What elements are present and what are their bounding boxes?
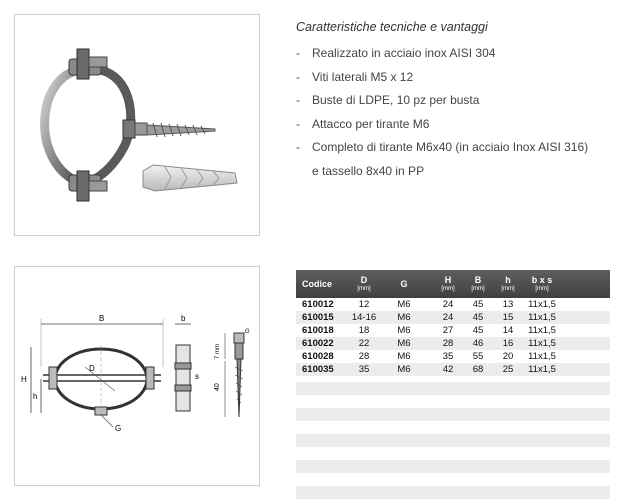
table-header bbox=[296, 270, 610, 298]
cell-b-upper: 45 bbox=[472, 325, 484, 336]
cell-h-lower: 20 bbox=[502, 351, 514, 362]
feature-item: - Completo di tirante M6x40 (in acciaio Inox AISI 316) e tassello 8x40 in PP bbox=[296, 136, 596, 183]
spec-table bbox=[296, 270, 610, 499]
dim-g-label: G bbox=[115, 424, 122, 433]
cell-b-upper: 46 bbox=[472, 338, 484, 349]
cell-g: M6 bbox=[397, 338, 411, 349]
empty-row bbox=[296, 486, 610, 499]
dim-7mm-label: 7 mm bbox=[215, 344, 221, 359]
cell-codice: 610015 bbox=[302, 312, 334, 323]
cell-h-upper: 42 bbox=[442, 364, 454, 375]
empty-row bbox=[296, 473, 610, 486]
cell-d: 22 bbox=[358, 338, 370, 349]
features-list bbox=[296, 42, 596, 183]
cell-b-upper: 45 bbox=[472, 299, 484, 310]
cell-codice: 610028 bbox=[302, 351, 334, 362]
cell-d: 14-16 bbox=[351, 312, 377, 323]
dim-b-label: B bbox=[99, 314, 105, 323]
feature-item: - Buste di LDPE, 10 pz per busta bbox=[296, 89, 596, 113]
cell-bxs: 11x1,5 bbox=[528, 325, 556, 336]
header-d: D [mm] bbox=[357, 275, 371, 292]
pipe-clamp-illustration bbox=[15, 15, 259, 235]
features-section bbox=[296, 20, 596, 183]
cell-bxs: 11x1,5 bbox=[528, 299, 556, 310]
table-row bbox=[296, 311, 610, 324]
cell-d: 28 bbox=[358, 351, 370, 362]
header-h-lower: h [mm] bbox=[501, 275, 515, 292]
cell-codice: 610022 bbox=[302, 338, 334, 349]
cell-d: 12 bbox=[358, 299, 370, 310]
feature-item: - Viti laterali M5 x 12 bbox=[296, 66, 596, 90]
feature-item: - Realizzato in acciaio inox AISI 304 bbox=[296, 42, 596, 66]
cell-codice: 610035 bbox=[302, 364, 334, 375]
cell-codice: 610012 bbox=[302, 299, 334, 310]
cell-h-lower: 13 bbox=[502, 299, 514, 310]
header-bxs: b x s [mm] bbox=[531, 275, 553, 292]
cell-g: M6 bbox=[397, 351, 411, 362]
cell-bxs: 11x1,5 bbox=[528, 351, 556, 362]
cell-b-upper: 45 bbox=[472, 312, 484, 323]
cell-codice: 610018 bbox=[302, 325, 334, 336]
empty-row bbox=[296, 395, 610, 408]
empty-row bbox=[296, 460, 610, 473]
header-g: G bbox=[400, 278, 408, 289]
cell-h-upper: 24 bbox=[442, 299, 454, 310]
empty-row bbox=[296, 434, 610, 447]
cell-d: 35 bbox=[358, 364, 370, 375]
cell-h-lower: 15 bbox=[502, 312, 514, 323]
feature-item: - Attacco per tirante M6 bbox=[296, 113, 596, 137]
cell-g: M6 bbox=[397, 299, 411, 310]
header-h-upper: H [mm] bbox=[441, 275, 455, 292]
dim-g-rod-label: G bbox=[245, 329, 250, 335]
dim-d-label: D bbox=[89, 364, 95, 373]
dim-s-label: s bbox=[195, 372, 199, 381]
table-row bbox=[296, 324, 610, 337]
empty-row bbox=[296, 447, 610, 460]
features-title: Caratteristiche tecniche e vantaggi bbox=[296, 20, 488, 34]
cell-bxs: 11x1,5 bbox=[528, 338, 556, 349]
empty-row bbox=[296, 382, 610, 395]
dim-40-label: 40 bbox=[214, 383, 221, 391]
table-body bbox=[296, 298, 610, 376]
dim-h-upper-label: H bbox=[21, 375, 27, 384]
cell-h-upper: 35 bbox=[442, 351, 454, 362]
table-row bbox=[296, 298, 610, 311]
cell-b-upper: 55 bbox=[472, 351, 484, 362]
product-photo bbox=[14, 14, 260, 236]
header-codice: Codice bbox=[302, 278, 333, 289]
cell-h-lower: 16 bbox=[502, 338, 514, 349]
cell-d: 18 bbox=[358, 325, 370, 336]
table-row bbox=[296, 363, 610, 376]
cell-h-upper: 24 bbox=[442, 312, 454, 323]
dim-h-lower-label: h bbox=[33, 392, 38, 401]
header-b-upper: B [mm] bbox=[471, 275, 485, 292]
cell-bxs: 11x1,5 bbox=[528, 364, 556, 375]
cell-g: M6 bbox=[397, 325, 411, 336]
technical-drawing bbox=[14, 266, 260, 486]
table-row bbox=[296, 337, 610, 350]
cell-b-upper: 68 bbox=[472, 364, 484, 375]
cell-g: M6 bbox=[397, 312, 411, 323]
cell-g: M6 bbox=[397, 364, 411, 375]
cell-h-lower: 14 bbox=[502, 325, 514, 336]
cell-bxs: 11x1,5 bbox=[528, 312, 556, 323]
table-row bbox=[296, 350, 610, 363]
cell-h-upper: 27 bbox=[442, 325, 454, 336]
dimension-drawing bbox=[15, 267, 259, 485]
dim-small-b-label: b bbox=[181, 314, 186, 323]
cell-h-upper: 28 bbox=[442, 338, 454, 349]
empty-row bbox=[296, 408, 610, 421]
empty-row bbox=[296, 421, 610, 434]
cell-h-lower: 25 bbox=[502, 364, 514, 375]
